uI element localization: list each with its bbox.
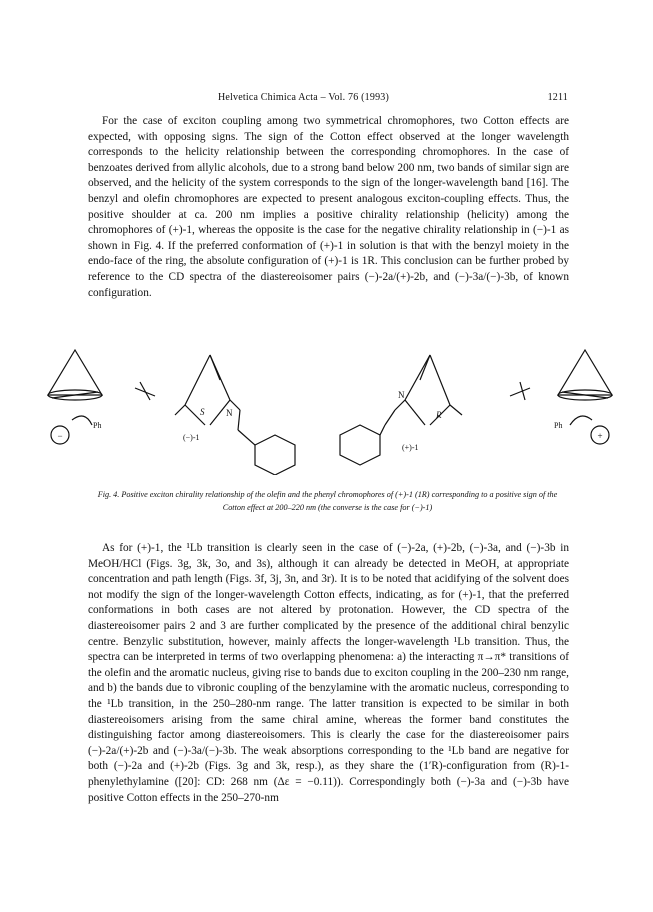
sign-plus-label: + — [597, 431, 603, 441]
figure-4 — [40, 340, 620, 475]
paragraph-text: As for (+)-1, the ¹Lb transition is clearly seen in the case of (−)-2a, (+)-2b, (−)-3a, and (−)-3b in MeOH/HCl (Figs. 3g, 3k, 3o, and 3s), although it can already be detected in MeOH, at appropriate concentration and path length (Figs. 3f, 3j, 3n, and 3r). It is to be noted that acidifying of the solvent does not modify the sign of the longer-wavelength Cotton effects, indicating, as for (+)-1, that the preferred conformations in both cases are not altered by protonation. However, the CD spectra of the diastereoisomer pairs 2 and 3 are further complicated by the presence of the additional chiral benzylic centre. Benzylic substitution, however, mainly affects the longer-wavelength ¹Lb transition. Thus, the spectra can be interpreted in terms of two overlapping phenomena: a) the interacting π→π* transitions of the olefin and the aromatic nucleus, giving rise to bands due to exciton coupling in the 200–230 nm range, and b) the bands due to vibronic coupling of the benzylamine with the aromatic nucleus, corresponding to the ¹Lb transition, in the 250–280-nm range. The latter transition is expected to be similar in both diastereoisomers arising from the same chiral amine, whereas the former band constitutes the distinguishing factor among diastereoisomers. This is clearly the case for the diastereoisomer pairs (−)-2a/(+)-2b and (−)-3a/(−)-3b. The weak absorptions corresponding to the ¹Lb band are negative for both (−)-2a and (+)-2b (Figs. 3g and 3k, resp.), as they share the (1′R)-configuration from (R)-1-phenylethylamine ([20]: CD: 268 nm (Δε = −0.11)). Correspondingly both (−)-3a and (−)-3b have positive Cotton effects in the 250–270-nm — [88, 542, 569, 804]
olefin-chromophore-right — [558, 350, 612, 400]
nitrogen-label-right: N — [398, 390, 405, 400]
curved-arrow-left — [72, 416, 92, 425]
figure-4-drawing — [40, 340, 620, 475]
figure-caption — [95, 489, 560, 514]
paragraph-cd-spectra — [88, 541, 569, 806]
paragraph-exciton-coupling — [88, 114, 569, 301]
caption-text: Fig. 4. Positive exciton chirality relationship of the olefin and the phenyl chromophores of (+)-1 (1R) corresponding to a positive sign of the Cotton effect at 200–220 nm (the converse is the case for (−)-1) — [97, 490, 558, 512]
compound-label-plus: (+)-1 — [402, 443, 419, 452]
ph-label-left: Ph — [93, 421, 102, 430]
journal-title: Helvetica Chimica Acta – Vol. 76 (1993) — [218, 92, 390, 103]
bicyclic-structure-left — [175, 355, 240, 430]
sign-minus-label: − — [57, 431, 63, 441]
phenyl-ring-right — [340, 425, 385, 465]
r-configuration-label: R — [436, 410, 442, 420]
olefin-chromophore-left — [48, 350, 102, 400]
ph-label-right: Ph — [554, 421, 563, 430]
helicity-arrow-left — [135, 382, 155, 400]
bicyclic-structure-right — [385, 355, 462, 425]
nitrogen-label-left: N — [226, 408, 233, 418]
paragraph-text: For the case of exciton coupling among two symmetrical chromophores, two Cotton effects are expected, with opposing signs. The sign of the Cotton effect observed at the longer wavelength corresponds to the helicity relationship between the corresponding chromophores. In the case of benzoates derived from allylic alcohols, due to a strong band below 200 nm, two bands of similar sign are observed, and the helicity of the system corresponds to the sign of the longer-wavelength band [16]. The benzyl and olefin chromophores are expected to present analogous exciton-coupling effects. Thus, the positive shoulder at ca. 200 nm implies a positive chirality relationship (helicity) among the chromophores of (+)-1, whereas the opposite is the case for the negative chirality relationship in (−)-1 as shown in Fig. 4. If the preferred conformation of (+)-1 in solution is that with the benzyl moiety in the endo-face of the ring, the absolute configuration of (+)-1 is 1R. This conclusion can be further probed by reference to the CD spectra of the diastereoisomer pairs (−)-2a/(+)-2b, and (−)-3a/(−)-3b, of known configuration. — [88, 115, 569, 299]
s-configuration-label: S — [200, 407, 205, 417]
page-number: 1211 — [547, 92, 568, 103]
helicity-arrow-right — [510, 382, 530, 400]
phenyl-ring-left — [238, 430, 295, 475]
curved-arrow-right — [570, 416, 592, 425]
compound-label-minus: (−)-1 — [183, 433, 200, 442]
